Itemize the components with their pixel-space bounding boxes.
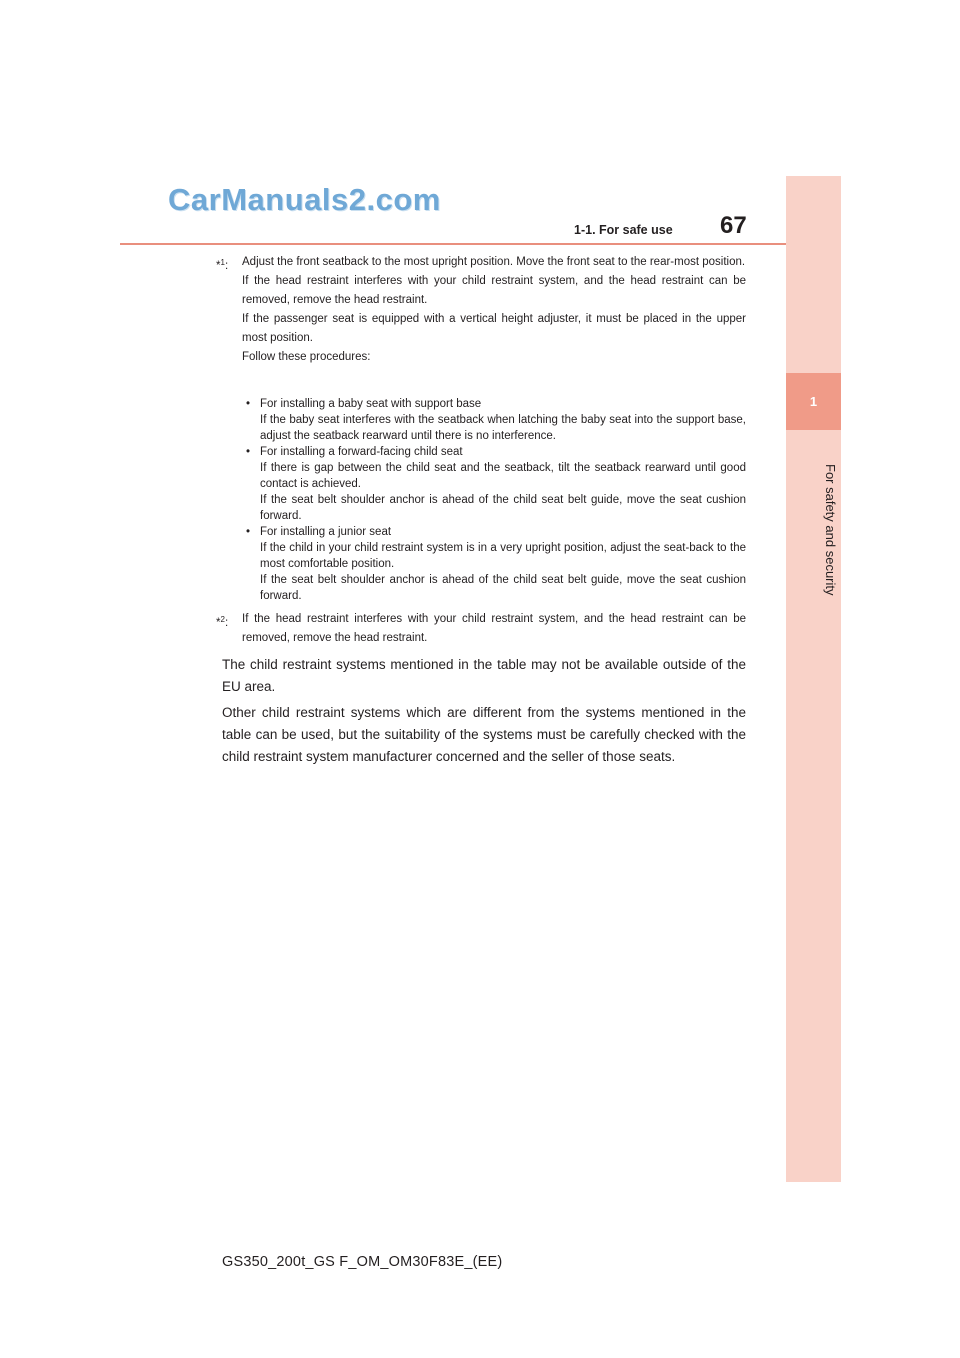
body-paragraph: The child restraint systems mentioned in the table may not be available outside of the EU area. xyxy=(222,657,746,694)
bullet-icon: • xyxy=(246,398,251,410)
footnote-2-marker: *$^2$: xyxy=(216,615,229,629)
bullet-icon: • xyxy=(246,526,251,538)
list-item-title: For installing a junior seat xyxy=(260,526,392,538)
chapter-tab-number[interactable]: 1 xyxy=(786,373,841,430)
list-item-text: If there is gap between the child seat and the seatback, tilt the seatback rearward until good contact is achieved. xyxy=(260,462,746,490)
list-item-title: For installing a forward-facing child seat xyxy=(260,446,463,458)
side-band xyxy=(786,176,841,1182)
footnote-1-marker: *$^1$: xyxy=(216,258,229,272)
list-item xyxy=(246,396,746,444)
list-item-title: For installing a baby seat with support base xyxy=(260,398,482,410)
footnote-1-para: If the head restraint interferes with your child restraint system, and the head restraint can be removed, remove the head restraint. xyxy=(242,275,746,306)
list-item xyxy=(246,444,746,524)
list-item-text: If the child in your child restraint system is in a very upright position, adjust the seat-back to the most comfortable position. xyxy=(260,542,746,570)
footer-code: GS350_200t_GS F_OM_OM30F83E_(EE) xyxy=(222,1254,503,1270)
list-item-text: If the baby seat interferes with the seatback when latching the baby seat into the support base, adjust the seatback rearward until there is no interference. xyxy=(260,414,746,442)
procedure-list xyxy=(246,396,746,604)
bullet-icon: • xyxy=(246,446,251,458)
watermark-logo: CarManuals2.com xyxy=(168,182,441,217)
list-item xyxy=(246,524,746,604)
footnote-2-text: If the head restraint interferes with your child restraint system, and the head restraint can be removed, remove the head restraint. xyxy=(242,613,746,644)
page-number: 67 xyxy=(720,212,747,239)
list-item-text: If the seat belt shoulder anchor is ahead of the child seat belt guide, move the seat cushion forward. xyxy=(260,574,746,602)
body-paragraph: Other child restraint systems which are different from the systems mentioned in the table can be used, but the suitability of the systems must be carefully checked with the child restraint system manufacturer concerned and the seller of those seats. xyxy=(222,705,746,764)
footnote-1-para: Follow these procedures: xyxy=(242,351,371,363)
list-item-text: If the seat belt shoulder anchor is ahead of the child seat belt guide, move the seat cushion forward. xyxy=(260,494,746,522)
section-title: 1-1. For safe use xyxy=(574,223,673,237)
header-divider xyxy=(120,243,841,245)
footnote-2 xyxy=(216,610,746,648)
footnote-1-para: If the passenger seat is equipped with a vertical height adjuster, it must be placed in the upper most position. xyxy=(242,313,746,344)
footnote-1 xyxy=(216,253,746,367)
chapter-tab-label: For safety and security xyxy=(823,464,838,596)
footnote-1-para: Adjust the front seatback to the most upright position. Move the front seat to the rear-most position. xyxy=(242,256,746,268)
